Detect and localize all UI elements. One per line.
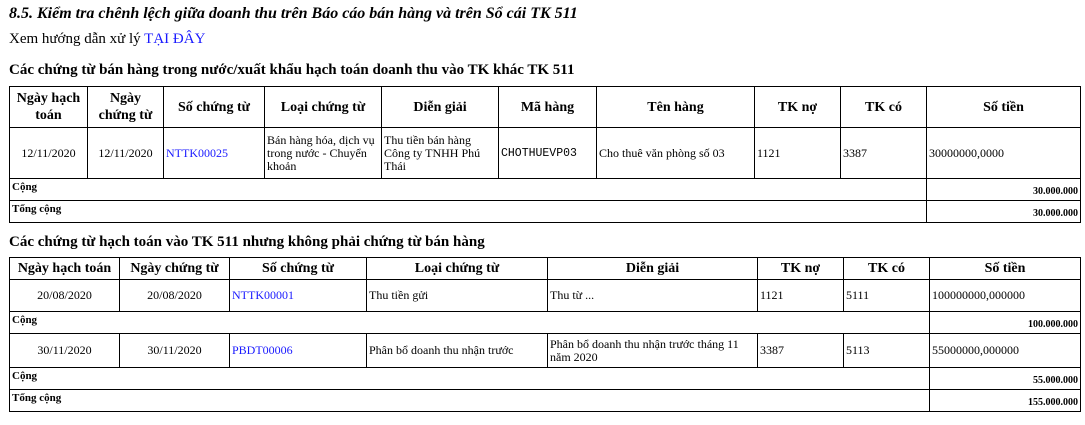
header-tk-co: TK có — [841, 87, 927, 128]
cell-ten-hang: Cho thuê văn phòng số 03 — [597, 128, 755, 179]
guide-text: Xem hướng dẫn xử lý — [9, 31, 141, 47]
subtotal-label: Cộng — [10, 368, 930, 390]
section2-table — [9, 257, 1081, 412]
header-tk-no: TK nợ — [758, 258, 844, 280]
cell-tk-no: 1121 — [755, 128, 841, 179]
cell-tk-co: 3387 — [841, 128, 927, 179]
voucher-link[interactable]: PBDT00006 — [230, 334, 367, 368]
guide-link[interactable]: TẠI ĐÂY — [144, 31, 206, 47]
cell-tk-no: 3387 — [758, 334, 844, 368]
cell-so-tien: 30000000,0000 — [927, 128, 1081, 179]
header-so-tien: Số tiền — [927, 87, 1081, 128]
subtotal-row — [10, 312, 1081, 334]
voucher-link[interactable]: NTTK00001 — [230, 280, 367, 312]
subtotal-value: 100.000.000 — [930, 312, 1081, 334]
header-ten-hang: Tên hàng — [597, 87, 755, 128]
cell-ngay-hach-toan: 20/08/2020 — [10, 280, 120, 312]
table-row — [10, 280, 1081, 312]
subtotal-value: 55.000.000 — [930, 368, 1081, 390]
cell-ma-hang: CHOTHUEVP03 — [499, 128, 597, 179]
header-dien-giai: Diễn giải — [548, 258, 758, 280]
cell-dien-giai: Phân bổ doanh thu nhận trước tháng 11 năm 2020 — [548, 334, 758, 368]
cell-dien-giai: Thu tiền bán hàng Công ty TNHH Phú Thái — [382, 128, 499, 179]
cell-ngay-chung-tu: 20/08/2020 — [120, 280, 230, 312]
cell-tk-no: 1121 — [758, 280, 844, 312]
header-so-tien: Số tiền — [930, 258, 1081, 280]
header-loai-chung-tu: Loại chứng từ — [265, 87, 382, 128]
grand-total-value: 30.000.000 — [927, 201, 1081, 223]
voucher-link[interactable]: NTTK00025 — [164, 128, 265, 179]
subtotal-label: Cộng — [10, 312, 930, 334]
cell-loai-chung-tu: Phân bổ doanh thu nhận trước — [367, 334, 548, 368]
cell-ngay-chung-tu: 30/11/2020 — [120, 334, 230, 368]
header-ngay-hach-toan: Ngày hạch toán — [10, 258, 120, 280]
cell-loai-chung-tu: Thu tiền gửi — [367, 280, 548, 312]
cell-so-tien: 55000000,000000 — [930, 334, 1081, 368]
header-ngay-hach-toan: Ngày hạch toán — [10, 87, 88, 128]
header-tk-no: TK nợ — [755, 87, 841, 128]
table-row — [10, 128, 1081, 179]
section2-title: Các chứng từ hạch toán vào TK 511 nhưng không phải chứng từ bán hàng — [9, 234, 485, 250]
grand-total-row — [10, 201, 1081, 223]
grand-total-label: Tổng cộng — [10, 201, 927, 223]
header-ngay-chung-tu: Ngày chứng từ — [88, 87, 164, 128]
cell-tk-co: 5111 — [844, 280, 930, 312]
subtotal-row — [10, 179, 1081, 201]
cell-dien-giai: Thu từ ... — [548, 280, 758, 312]
header-ngay-chung-tu: Ngày chứng từ — [120, 258, 230, 280]
grand-total-label: Tổng cộng — [10, 390, 930, 412]
header-dien-giai: Diễn giải — [382, 87, 499, 128]
header-tk-co: TK có — [844, 258, 930, 280]
cell-so-tien: 100000000,000000 — [930, 280, 1081, 312]
header-ma-hang: Mã hàng — [499, 87, 597, 128]
cell-ngay-hach-toan: 30/11/2020 — [10, 334, 120, 368]
section1-title: Các chứng từ bán hàng trong nước/xuất khẩu hạch toán doanh thu vào TK khác TK 511 — [9, 62, 575, 78]
page-title: 8.5. Kiểm tra chênh lệch giữa doanh thu trên Báo cáo bán hàng và trên Sổ cái TK 511 — [9, 5, 578, 22]
header-loai-chung-tu: Loại chứng từ — [367, 258, 548, 280]
header-so-chung-tu: Số chứng từ — [164, 87, 265, 128]
cell-tk-co: 5113 — [844, 334, 930, 368]
subtotal-row — [10, 368, 1081, 390]
section1-table — [9, 86, 1081, 223]
table-row — [10, 334, 1081, 368]
cell-loai-chung-tu: Bán hàng hóa, dịch vụ trong nước - Chuyển khoản — [265, 128, 382, 179]
grand-total-value: 155.000.000 — [930, 390, 1081, 412]
header-so-chung-tu: Số chứng từ — [230, 258, 367, 280]
guide-line — [9, 31, 205, 48]
grand-total-row — [10, 390, 1081, 412]
subtotal-label: Cộng — [10, 179, 927, 201]
subtotal-value: 30.000.000 — [927, 179, 1081, 201]
cell-ngay-hach-toan: 12/11/2020 — [10, 128, 88, 179]
cell-ngay-chung-tu: 12/11/2020 — [88, 128, 164, 179]
